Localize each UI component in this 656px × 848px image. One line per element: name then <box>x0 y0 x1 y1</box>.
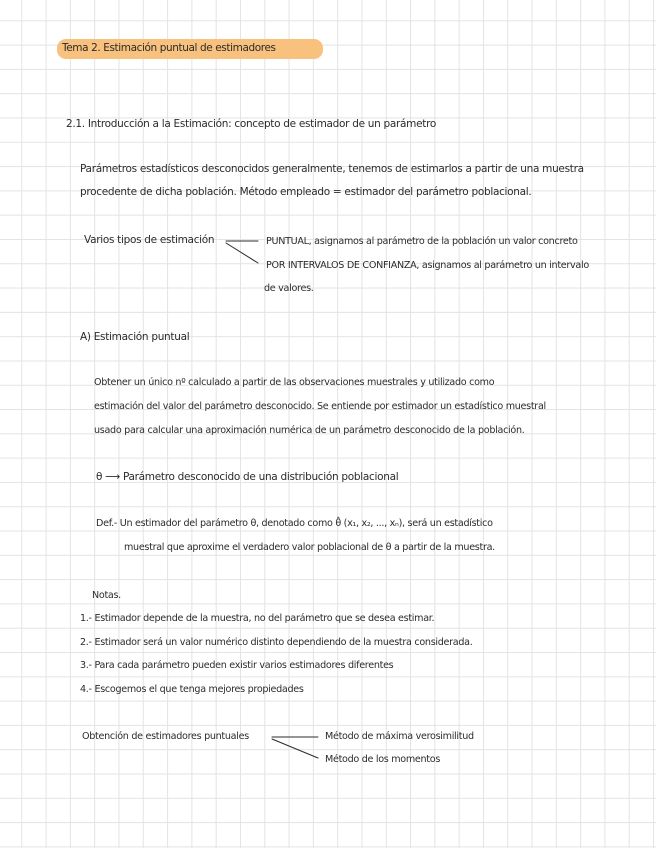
definition-line: Def.- Un estimador del parámetro θ, denotado como θ̂ (x₁, x₂, ..., xₙ), será un estadístico <box>96 518 493 529</box>
types-label: Varios tipos de estimación <box>84 234 215 246</box>
subsection-heading: A) Estimación puntual <box>80 331 190 343</box>
types-bracket-lower <box>226 243 258 263</box>
page-title: Tema 2. Estimación puntual de estimadores <box>62 42 276 54</box>
type-option: POR INTERVALOS DE CONFIANZA, asignamos al parámetro un intervalo <box>266 260 589 271</box>
theta-line: θ ⟶ Parámetro desconocido de una distribución poblacional <box>96 471 399 483</box>
intro-line: Parámetros estadísticos desconocidos generalmente, tenemos de estimarlos a partir de una muestra <box>80 163 584 175</box>
notes-heading: Notas. <box>92 590 121 601</box>
method-item: Método de máxima verosimilitud <box>325 731 474 742</box>
type-option: de valores. <box>264 283 314 294</box>
obtaining-bracket-lower <box>272 739 318 758</box>
obtaining-label: Obtención de estimadores puntuales <box>82 731 249 742</box>
type-option: PUNTUAL, asignamos al parámetro de la población un valor concreto <box>266 236 578 247</box>
note-item: 4.- Escogemos el que tenga mejores propiedades <box>80 684 304 695</box>
method-item: Método de los momentos <box>325 754 441 765</box>
paragraph-line: Obtener un único nº calculado a partir de las observaciones muestrales y utilizado como <box>94 377 495 388</box>
note-item: 3.- Para cada parámetro pueden existir varios estimadores diferentes <box>80 660 394 671</box>
definition-line: muestral que aproxime el verdadero valor poblacional de θ a partir de la muestra. <box>124 542 495 553</box>
paragraph-line: usado para calcular una aproximación numérica de un parámetro desconocido de la población. <box>94 425 525 436</box>
intro-line: procedente de dicha población. Método empleado = estimador del parámetro poblacional. <box>80 186 532 198</box>
section-heading: 2.1. Introducción a la Estimación: concepto de estimador de un parámetro <box>66 118 436 130</box>
note-item: 2.- Estimador será un valor numérico distinto dependiendo de la muestra considerada. <box>80 637 473 648</box>
note-item: 1.- Estimador depende de la muestra, no del parámetro que se desea estimar. <box>80 613 435 624</box>
paragraph-line: estimación del valor del parámetro desconocido. Se entiende por estimador un estadístico muestral <box>94 401 546 412</box>
